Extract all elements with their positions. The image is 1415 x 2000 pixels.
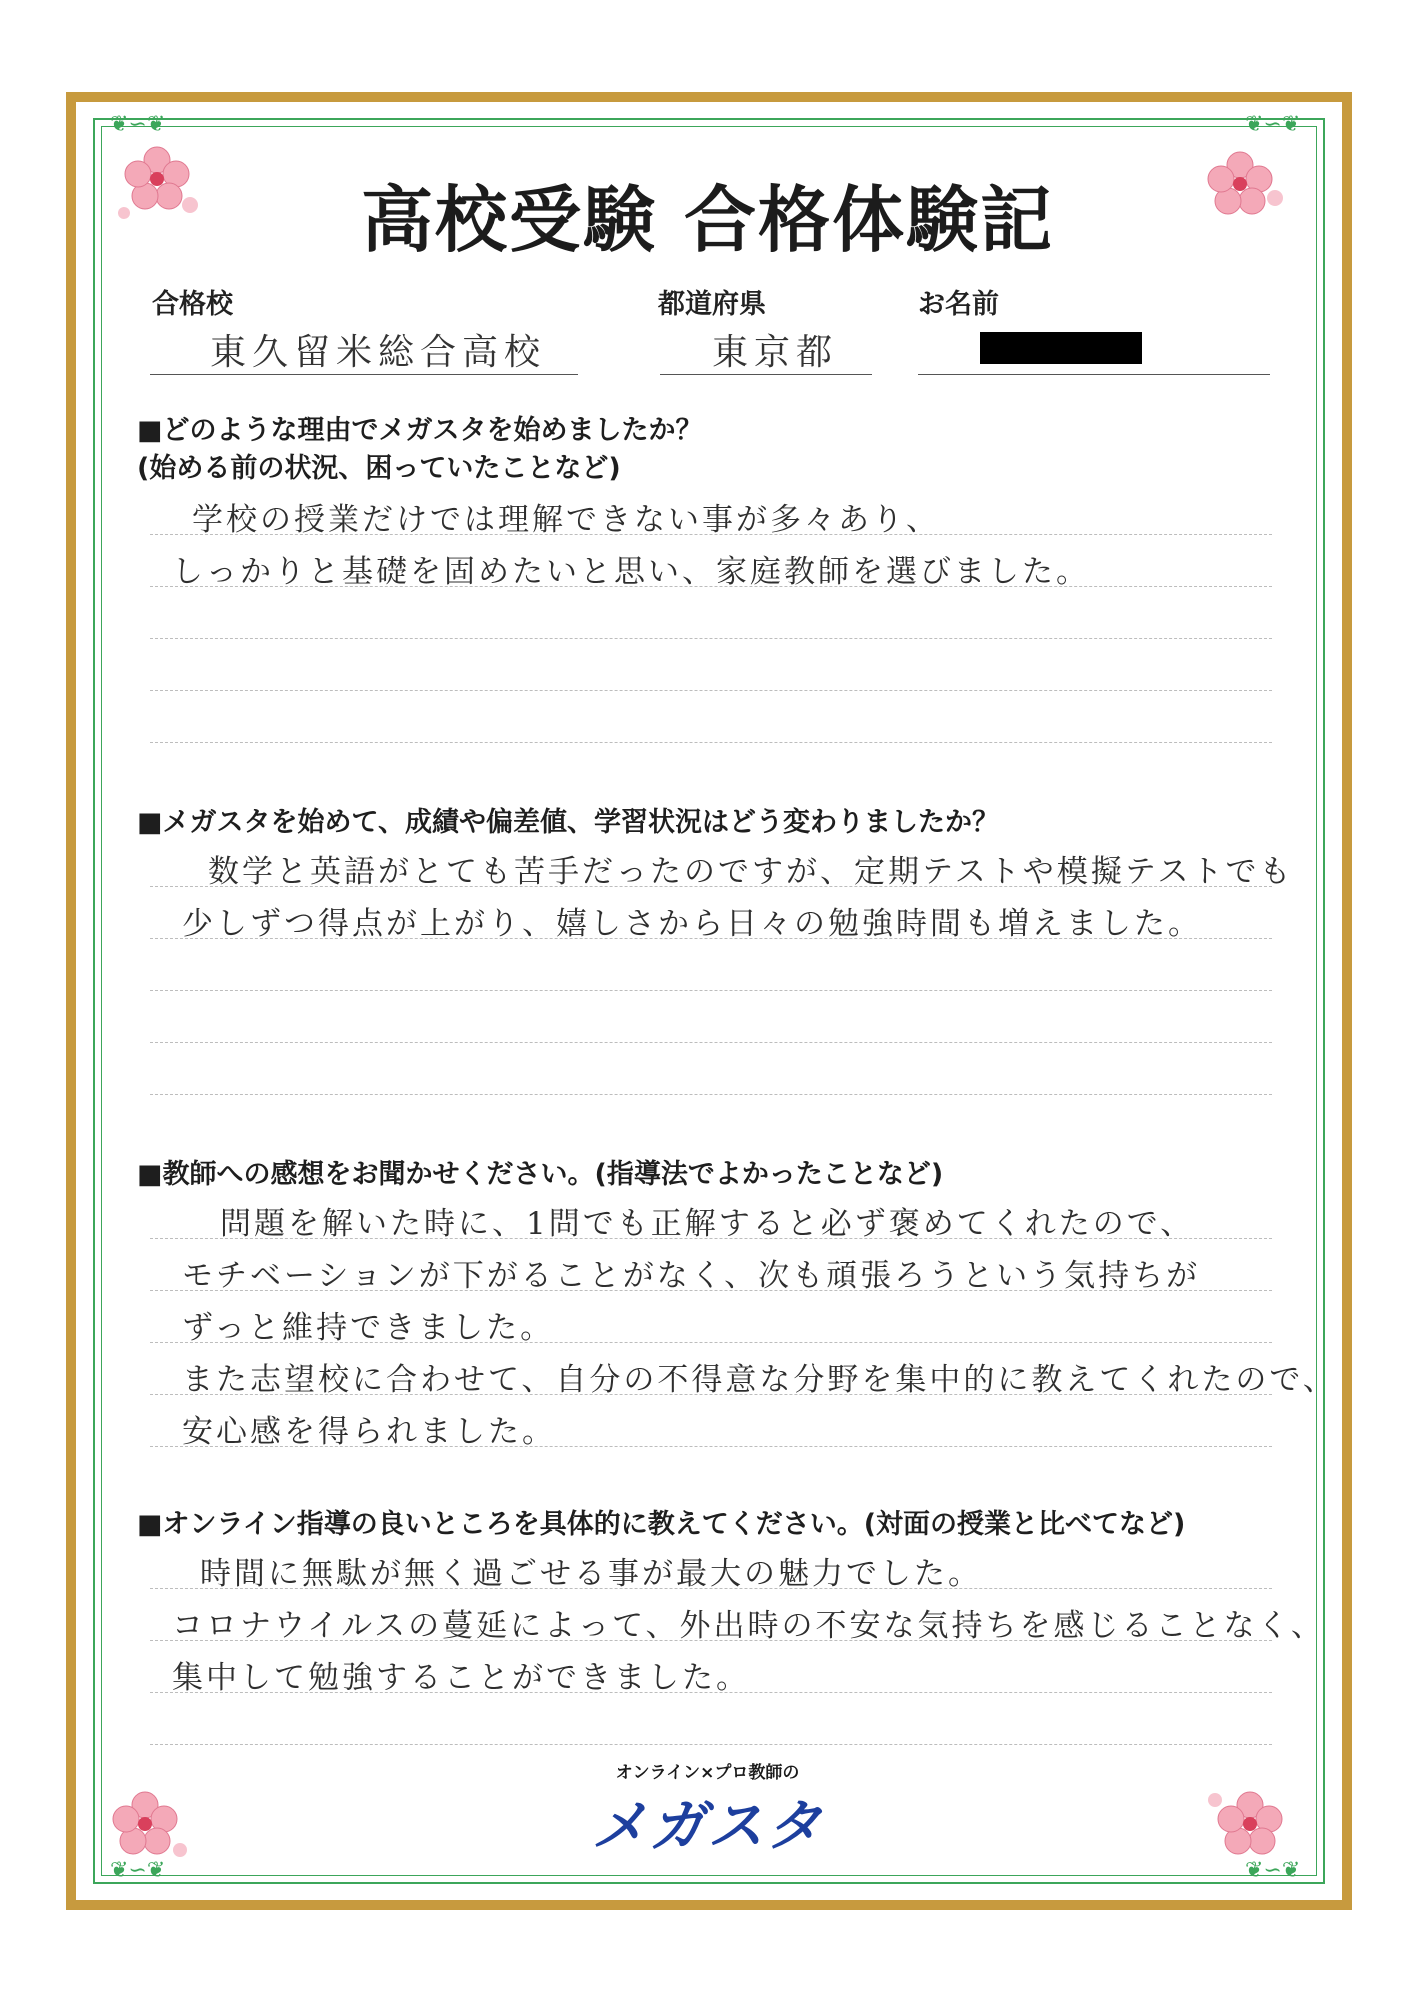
section-1-question: ■どのような理由でメガスタを始めましたか？ [137, 415, 703, 446]
section-2-answer-line: 少しずつ得点が上がり、嬉しさから日々の勉強時間も増えました。 [182, 906, 1202, 942]
section-3-question: ■教師への感想をお聞かせください。(指導法でよかったことなど) [137, 1159, 944, 1190]
section-2-answer-line: 数学と英語がとても苦手だったのですが、定期テストや模擬テストでも [208, 854, 1294, 890]
ruled-line [150, 586, 1272, 587]
ruled-line [150, 534, 1272, 535]
ruled-line [150, 1692, 1272, 1693]
section-3-answer-line: 問題を解いた時に、1問でも正解すると必ず褒めてくれたので、 [220, 1206, 1195, 1242]
ruled-line [150, 886, 1272, 887]
section-3-answer-line: また志望校に合わせて、自分の不得意な分野を集中的に教えてくれたので、 [182, 1362, 1337, 1398]
ruled-line [150, 1238, 1272, 1239]
ruled-line [150, 1042, 1272, 1043]
section-4-answer-line: 時間に無駄が無く過ごせる事が最大の魅力でした。 [200, 1556, 982, 1592]
prefecture-label: 都道府県 [658, 289, 766, 320]
ruled-line [150, 1640, 1272, 1641]
document-title: 高校受験 合格体験記 [360, 177, 1055, 262]
corner-flourish-icon: ❦∽❦ [1245, 112, 1301, 137]
ruled-line [150, 690, 1272, 691]
logo-tagline: オンライン×プロ教師の [615, 1763, 800, 1783]
corner-flourish-icon: ❦∽❦ [1245, 1858, 1301, 1883]
ruled-line [150, 1094, 1272, 1095]
ruled-line [150, 1290, 1272, 1291]
corner-flourish-icon: ❦∽❦ [110, 1858, 166, 1883]
section-4-answer-line: コロナウイルスの蔓延によって、外出時の不安な気持ちを感じることなく、 [172, 1608, 1325, 1644]
section-3-answer-line: モチベーションが下がることがなく、次も頑張ろうという気持ちが [182, 1258, 1201, 1294]
ruled-line [150, 1744, 1272, 1745]
prefecture-value: 東京都 [712, 332, 839, 373]
ruled-line [150, 990, 1272, 991]
ruled-line [150, 638, 1272, 639]
ruled-line [150, 1588, 1272, 1589]
section-3-answer-line: ずっと維持できました。 [182, 1310, 555, 1346]
redacted-name [980, 332, 1142, 364]
ruled-line [150, 742, 1272, 743]
section-1-question-sub: (始める前の状況、困っていたことなど) [137, 453, 621, 484]
section-4-question: ■オンライン指導の良いところを具体的に教えてください。(対面の授業と比べてなど) [137, 1509, 1186, 1540]
section-2-question: ■メガスタを始めて、成績や偏差値、学習状況はどう変わりましたか？ [137, 807, 999, 838]
name-label: お名前 [918, 289, 999, 320]
prefecture-underline [660, 374, 872, 375]
school-underline [150, 374, 578, 375]
ruled-line [150, 1446, 1272, 1447]
section-1-answer-line: しっかりと基礎を固めたいと思い、家庭教師を選びました。 [172, 554, 1090, 590]
megasta-logo: メガスタ [591, 1794, 824, 1859]
school-value: 東久留米総合高校 [210, 332, 547, 373]
section-4-answer-line: 集中して勉強することができました。 [172, 1660, 750, 1696]
ruled-line [150, 1394, 1272, 1395]
name-underline [918, 374, 1270, 375]
corner-flourish-icon: ❦∽❦ [110, 112, 166, 137]
ruled-line [150, 1342, 1272, 1343]
section-3-answer-line: 安心感を得られました。 [182, 1414, 556, 1450]
section-1-answer-line: 学校の授業だけでは理解できない事が多々あり、 [192, 502, 940, 538]
school-label: 合格校 [152, 289, 233, 320]
ruled-line [150, 938, 1272, 939]
